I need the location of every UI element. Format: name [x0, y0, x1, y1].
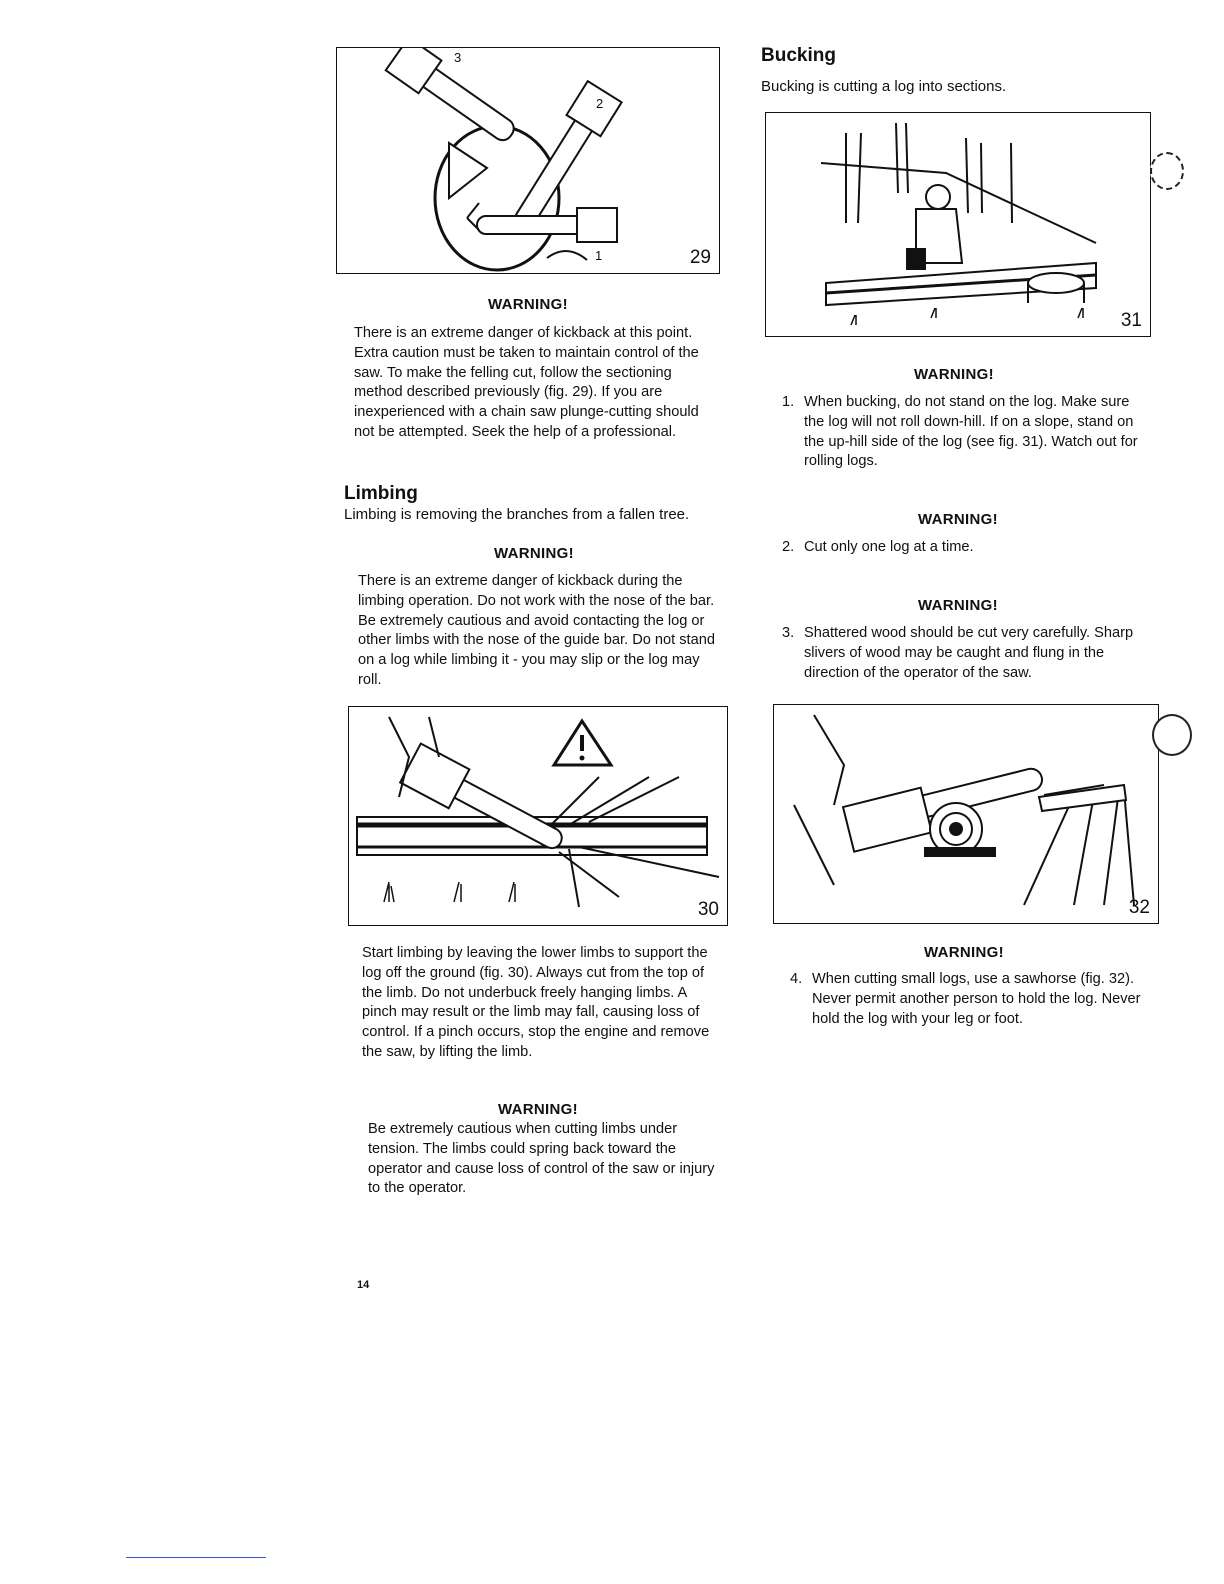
footer-rule: [126, 1557, 266, 1558]
item-number: 1.: [782, 394, 795, 410]
warning-item: [790, 970, 1160, 1032]
section-title-limbing: Limbing: [344, 483, 418, 504]
binder-hole: [1150, 152, 1184, 190]
figure-number: 31: [1120, 310, 1142, 331]
item-text: Shattered wood should be cut very carefully. Sharp slivers of wood may be caught and flung in the direction of the operator of the saw.: [804, 625, 1134, 681]
warning-item: [782, 393, 1152, 473]
section-lead: Bucking is cutting a log into sections.: [761, 78, 1007, 95]
item-text: When cutting small logs, use a sawhorse (fig. 32). Never permit another person to hold the log. Never hold the log with your leg or foot.: [812, 971, 1141, 1027]
figure-32: [773, 704, 1159, 924]
limbing-illustration: [349, 707, 727, 925]
warning-body: There is an extreme danger of kickback at this point. Extra caution must be taken to maintain control of the saw. To make the felling cut, follow the sectioning method described previously (fig. 29). If you are inexperienced with a chain saw plunge-cutting should not be attempted. Seek the help of a professional.: [354, 325, 699, 440]
warning-item: [782, 624, 1152, 684]
fig29-label-2: 2: [596, 96, 604, 111]
page-number: 14: [357, 1279, 370, 1291]
item-number: 3.: [782, 625, 795, 641]
item-number: 2.: [782, 539, 795, 555]
section-title-bucking: Bucking: [761, 45, 836, 66]
item-text: When bucking, do not stand on the log. Make sure the log will not roll down-hill. If on a slope, stand on the up-hill side of the log (see fig. 31). Watch out for rolling logs.: [804, 394, 1138, 470]
fig29-label-3: 3: [454, 50, 462, 65]
warning-heading: WARNING!: [488, 296, 568, 313]
bucking-slope-illustration: [766, 113, 1150, 336]
section-lead: Limbing is removing the branches from a fallen tree.: [344, 506, 690, 523]
warning-body: There is an extreme danger of kickback during the limbing operation. Do not work with the nose of the bar. Be extremely cautious and avoid contacting the log or other limbs with the nose of the guide bar. Do not stand on a log while limbing it - you may slip or the log may roll.: [358, 573, 715, 688]
sawhorse-illustration: [774, 705, 1158, 923]
chainsaw-plunge-cut-illustration: [337, 48, 719, 273]
item-number: 4.: [790, 971, 803, 987]
warning-heading: WARNING!: [918, 511, 998, 528]
warning-body: Be extremely cautious when cutting limbs under tension. The limbs could spring back toward the operator and cause loss of control of the saw or injury to the operator.: [368, 1121, 715, 1197]
figure-number: 32: [1128, 897, 1150, 918]
figure-number: 30: [697, 899, 719, 920]
figure-31: [765, 112, 1151, 337]
warning-heading: WARNING!: [918, 597, 998, 614]
figure-number: 29: [689, 247, 711, 268]
limbing-instructions: Start limbing by leaving the lower limbs to support the log off the ground (fig. 30). Always cut from the top of the limb. Do not underbuck freely hanging limbs. A pinch may result or the limb may fall, causing loss of control. If a pinch occurs, stop the engine and remove the saw, by lifting the limb.: [362, 945, 710, 1060]
figure-30: [348, 706, 728, 926]
warning-heading: WARNING!: [914, 366, 994, 383]
item-text: Cut only one log at a time.: [804, 539, 974, 555]
warning-heading: WARNING!: [924, 944, 1004, 961]
warning-heading: WARNING!: [494, 545, 574, 562]
binder-hole: [1152, 714, 1192, 756]
fig29-label-1: 1: [595, 248, 603, 263]
figure-29: [336, 47, 720, 274]
warning-item: [782, 538, 1152, 560]
warning-heading: WARNING!: [498, 1101, 578, 1118]
